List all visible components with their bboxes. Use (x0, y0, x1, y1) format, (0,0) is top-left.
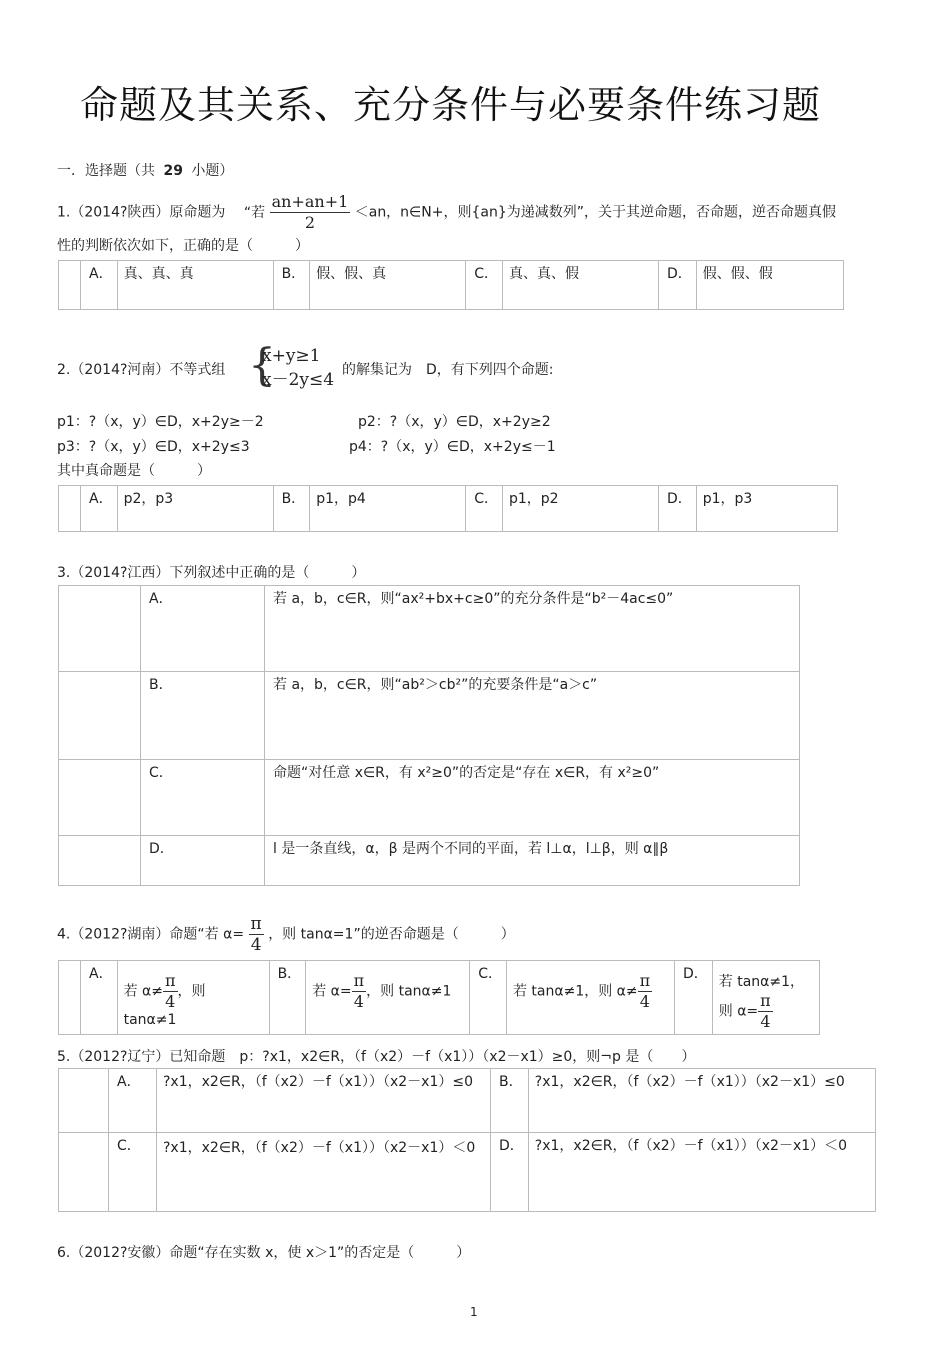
q2-ask: 其中真命题是（ ） (57, 463, 211, 479)
q3-option-c[interactable]: 命题“对任意 x∈R，有 x²≥0”的否定是“存在 x∈R，有 x²≥0” (265, 760, 800, 836)
q4-option-b[interactable]: 若 α= $\frac{\pi}{4}$ ，则 tanα≠1 (306, 961, 470, 1035)
q2-p4: p4：?（x，y）∈D，x+2y≤－1 (349, 439, 556, 455)
q1-option-b[interactable]: 假、假、真 (310, 261, 466, 310)
q1-option-b-key[interactable]: B． (273, 261, 310, 310)
question-1-stem (57, 192, 836, 233)
q2-system-line1: x+y≥1 (262, 346, 321, 366)
q5-options-table (58, 1068, 876, 1212)
q4-fraction (249, 914, 264, 955)
q2-system-line2: x－2y≤4 (262, 370, 335, 390)
q5-option-b[interactable]: ?x1，x2∈R，（f（x2）－f（x1））（x2－x1）≤0 (528, 1069, 875, 1133)
q4-option-a[interactable]: 若 α≠ $\frac{\pi}{4}$ ，则 tanα≠1 (117, 961, 269, 1035)
q3-option-d-key[interactable]: D． (141, 836, 265, 886)
q2-option-c[interactable]: p1，p2 (502, 486, 658, 532)
q2-p3: p3：?（x，y）∈D，x+2y≤3 (57, 439, 250, 455)
q5-option-a[interactable]: ?x1，x2∈R，（f（x2）－f（x1））（x2－x1）≤0 (157, 1069, 491, 1133)
q3-option-b-key[interactable]: B． (141, 672, 265, 760)
q5-option-d[interactable]: ?x1，x2∈R，（f（x2）－f（x1））（x2－x1）＜0 (528, 1133, 875, 1212)
q5-option-d-key[interactable]: D． (491, 1133, 529, 1212)
q4-options-table (58, 960, 820, 1035)
q1-option-d-key[interactable]: D． (658, 261, 696, 310)
q1-frac-num: an+an+1 (271, 192, 349, 211)
q4-option-b-key[interactable]: B． (269, 961, 306, 1035)
q1-ruo: “若 (243, 204, 266, 221)
q4-option-c-key[interactable]: C． (470, 961, 507, 1035)
q3-options-table (58, 585, 800, 886)
q3-option-a-key[interactable]: A． (141, 586, 265, 672)
page-number: 1 (470, 1305, 478, 1319)
q3-lead: 3.（2014?江西）下列叙述中正确的是（ ） (57, 565, 366, 581)
q1-fraction (270, 192, 351, 233)
q2-option-c-key[interactable]: C． (466, 486, 503, 532)
brace-icon: { (248, 340, 276, 391)
q2-rest: 的解集记为 D，有下列四个命题: (342, 362, 554, 378)
q2-p2: p2：?（x，y）∈D，x+2y≥2 (358, 414, 551, 430)
q4-four: 4 (250, 935, 262, 955)
q5-option-c-key[interactable]: C． (109, 1133, 157, 1212)
q1-frac-den: 2 (304, 213, 316, 232)
q2-lead: 2.（2014?河南）不等式组 (57, 362, 226, 378)
q4-rest: ，则 tanα=1”的逆否命题是（ ） (268, 926, 515, 943)
q5-option-c[interactable]: ?x1，x2∈R，（f（x2）－f（x1））（x2－x1）＜0 (157, 1133, 491, 1212)
q2-option-b[interactable]: p1，p4 (310, 486, 466, 532)
q1-option-c-key[interactable]: C． (466, 261, 503, 310)
q2-option-d-key[interactable]: D． (658, 486, 696, 532)
q3-option-d[interactable]: l 是一条直线，α，β 是两个不同的平面，若 l⊥α，l⊥β，则 α∥β (265, 836, 800, 886)
q3-option-b[interactable]: 若 a，b，c∈R，则“ab²＞cb²”的充要条件是“a＞c” (265, 672, 800, 760)
question-4-stem (57, 914, 515, 955)
q1-option-d[interactable]: 假、假、假 (696, 261, 843, 310)
question-count: 29 (163, 163, 183, 179)
q4-lead: 4.（2012?湖南）命题“若 α= (57, 926, 245, 943)
page-title: 命题及其关系、充分条件与必要条件练习题 (80, 83, 822, 127)
q2-p1: p1：?（x，y）∈D，x+2y≥－2 (57, 414, 264, 430)
q1-lead: 1.（2014?陕西）原命题为 (57, 204, 226, 221)
section-prefix: 一．选择题（共 (57, 163, 155, 179)
section-header (57, 162, 233, 180)
q5-option-b-key[interactable]: B． (491, 1069, 529, 1133)
q6-lead: 6.（2012?安徽）命题“存在实数 x，使 x＞1”的否定是（ ） (57, 1245, 471, 1261)
q1-option-c[interactable]: 真、真、假 (502, 261, 658, 310)
q2-option-a-key[interactable]: A． (81, 486, 118, 532)
q4-option-d-key[interactable]: D． (674, 961, 712, 1035)
q1-rest: ＜an，n∈N+，则{an}为递减数列”，关于其逆命题，否命题，逆否命题真假 (354, 204, 836, 221)
q1-line2: 性的判断依次如下，正确的是（ ） (57, 238, 309, 254)
q2-option-a[interactable]: p2，p3 (117, 486, 273, 532)
q4-option-a-key[interactable]: A． (81, 961, 118, 1035)
q4-pi: π (250, 914, 262, 934)
q2-option-d[interactable]: p1，p3 (696, 486, 837, 532)
q1-option-a-key[interactable]: A． (81, 261, 118, 310)
q5-lead: 5.（2012?辽宁）已知命题 p：?x1，x2∈R，（f（x2）－f（x1））（x2－x1）≥0，则¬p 是（ ） (57, 1049, 696, 1065)
section-suffix: 小题） (191, 163, 234, 179)
q3-option-a[interactable]: 若 a，b，c∈R，则“ax²+bx+c≥0”的充分条件是“b²－4ac≤0” (265, 586, 800, 672)
q4-option-d[interactable]: 若 tanα≠1，则 α= $\frac{\pi}{4}$ (712, 961, 819, 1035)
q1-option-a[interactable]: 真、真、真 (117, 261, 273, 310)
q2-options-table (58, 485, 838, 532)
q2-option-b-key[interactable]: B． (273, 486, 310, 532)
q1-options-table (58, 260, 844, 310)
q5-option-a-key[interactable]: A． (109, 1069, 157, 1133)
q3-option-c-key[interactable]: C． (141, 760, 265, 836)
q2-system (262, 344, 334, 392)
q4-option-c[interactable]: 若 tanα≠1，则 α≠ $\frac{\pi}{4}$ (506, 961, 674, 1035)
